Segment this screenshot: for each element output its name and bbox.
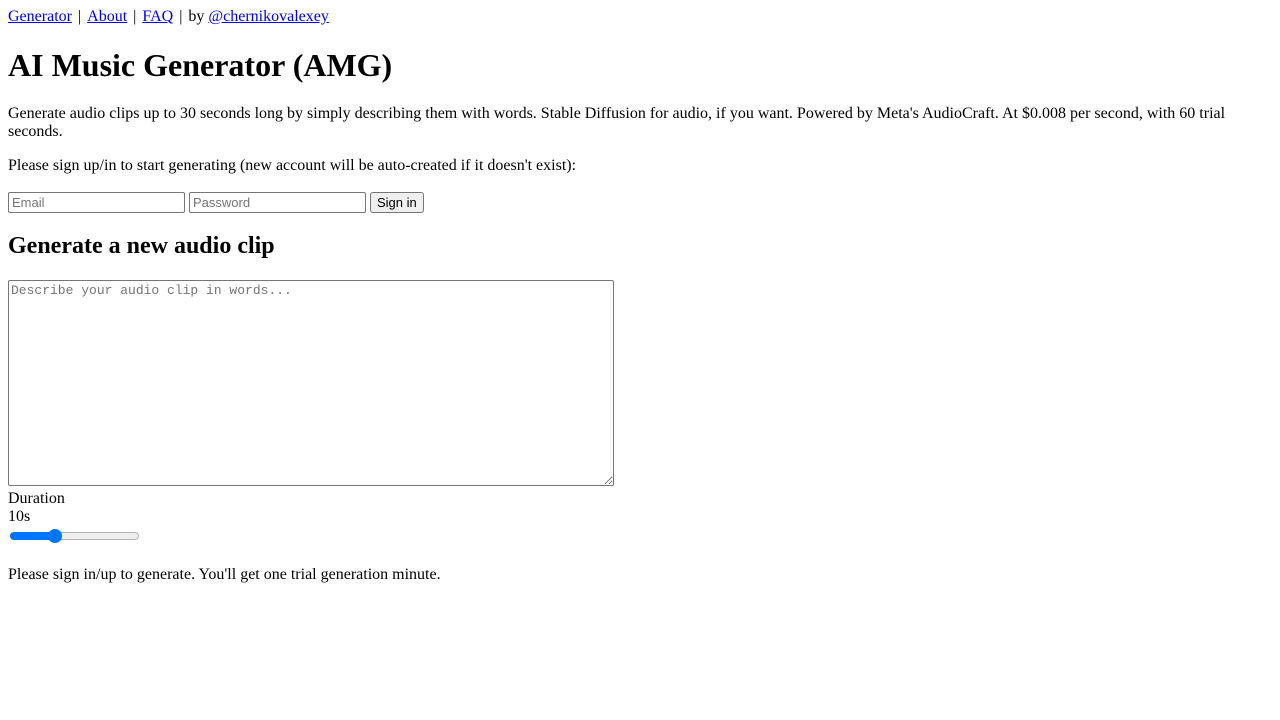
login-form	[8, 192, 424, 213]
section-title: Generate a new audio clip	[8, 233, 275, 259]
intro-text: Generate audio clips up to 30 seconds long by simply describing them with words. Stable Diffusion for audio, if you want. Powered by Meta's AudioCraft. At $0.008 per second, with 60 trial seconds.	[8, 105, 1226, 140]
nav-by-text: by	[188, 8, 205, 25]
nav-link-about[interactable]: About	[87, 8, 128, 25]
duration-value: 10s	[8, 508, 31, 525]
nav-separator: |	[179, 8, 183, 25]
duration-label: Duration	[8, 490, 65, 507]
description-textarea[interactable]	[8, 280, 614, 486]
password-input[interactable]	[189, 192, 366, 213]
signin-prompt: Please sign up/in to start generating (new account will be auto-created if it doesn't exist):	[8, 157, 577, 174]
duration-slider[interactable]	[10, 527, 139, 545]
page-title: AI Music Generator (AMG)	[8, 47, 393, 83]
slider-thumb[interactable]	[48, 529, 62, 543]
nav-link-generator[interactable]: Generator	[8, 8, 72, 25]
signin-note: Please sign in/up to generate. You'll get one trial generation minute.	[8, 566, 441, 583]
email-input[interactable]	[8, 192, 185, 213]
top-nav	[8, 7, 329, 27]
nav-separator: |	[133, 8, 137, 25]
sign-in-button[interactable]: Sign in	[370, 192, 424, 213]
nav-link-author[interactable]: @chernikovalexey	[208, 8, 329, 25]
nav-link-faq[interactable]: FAQ	[142, 8, 174, 25]
nav-separator: |	[77, 8, 82, 25]
